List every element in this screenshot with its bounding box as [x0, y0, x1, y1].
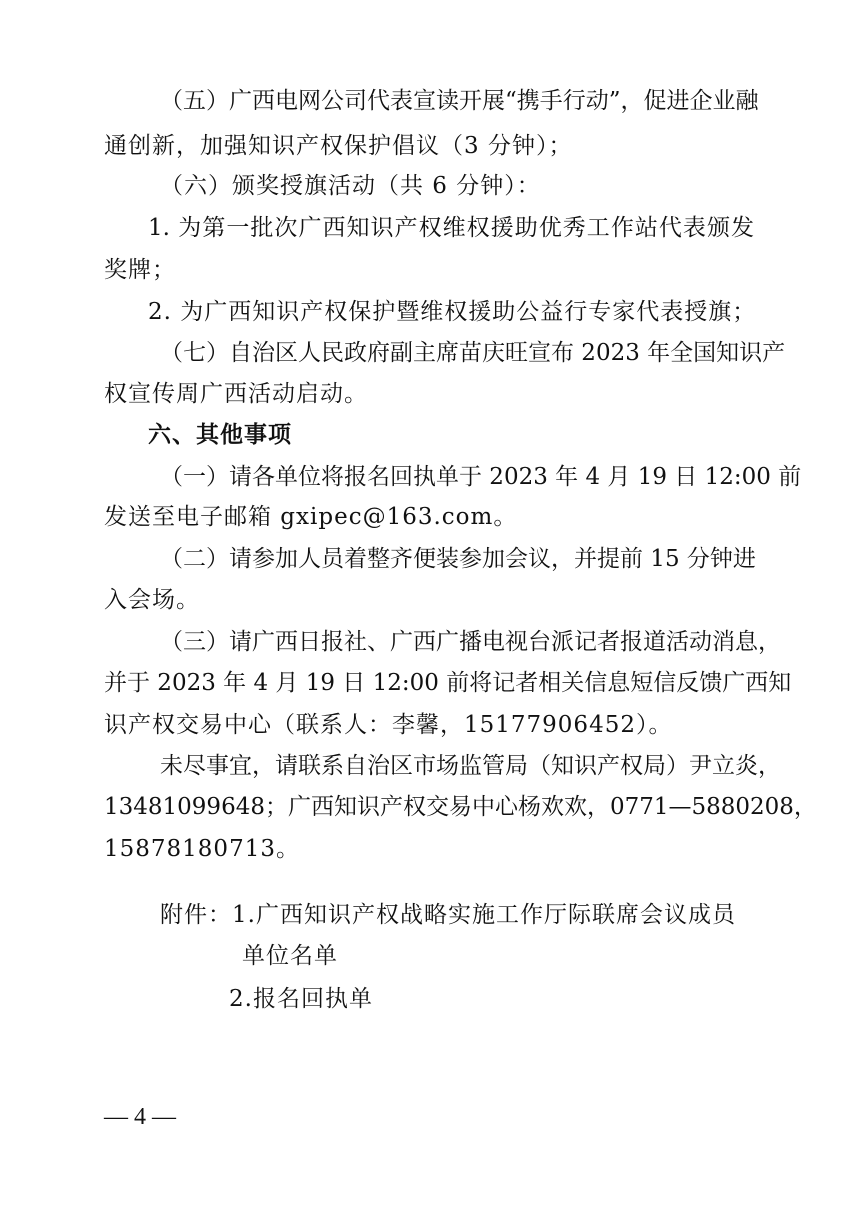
contact-line-1: 未尽事宜，请联系自治区市场监管局（知识产权局）尹立炎，: [160, 753, 781, 779]
paragraph-7-line-1: （七）自治区人民政府副主席苗庆旺宣布 2023 年全国知识产: [160, 340, 786, 366]
page-number: — 4 —: [104, 1104, 176, 1130]
attachment-line-2: 单位名单: [242, 943, 338, 969]
paragraph-5-line-1: （五）广西电网公司代表宣读开展“携手行动”，促进企业融: [160, 88, 759, 114]
paragraph-6-2: 2. 为广西知识产权保护暨维权援助公益行专家代表授旗；: [148, 299, 757, 325]
attachment-line-3: 2.报名回执单: [229, 986, 373, 1012]
item-2-line-1: （二）请参加人员着整齐便装参加会议，并提前 15 分钟进: [160, 546, 756, 572]
item-1-line-1: （一）请各单位将报名回执单于 2023 年 4 月 19 日 12:00 前: [160, 464, 802, 490]
item-1-line-2: 发送至电子邮箱 gxipec@163.com。: [104, 504, 518, 530]
contact-line-2: 13481099648；广西知识产权交易中心杨欢欢，0771—5880208，: [104, 794, 817, 820]
paragraph-6: （六）颁奖授旗活动（共 6 分钟）：: [160, 173, 541, 199]
item-3-line-3: 识产权交易中心（联系人：李馨，15177906452）。: [104, 712, 673, 738]
section-heading-6: 六、其他事项: [148, 421, 292, 448]
contact-line-3: 15878180713。: [104, 836, 300, 862]
item-2-line-2: 入会场。: [104, 587, 200, 613]
item-3-line-2: 并于 2023 年 4 月 19 日 12:00 前将记者相关信息短信反馈广西知: [104, 670, 792, 696]
attachment-line-1: 附件：1.广西知识产权战略实施工作厅际联席会议成员: [160, 902, 736, 928]
paragraph-7-line-2: 权宣传周广西活动启动。: [104, 381, 368, 407]
paragraph-6-1-line-2: 奖牌；: [104, 257, 176, 283]
item-3-line-1: （三）请广西日报社、广西广播电视台派记者报道活动消息，: [160, 629, 781, 655]
paragraph-6-1-line-1: 1. 为第一批次广西知识产权维权援助优秀工作站代表颁发: [148, 215, 754, 241]
paragraph-5-line-2: 通创新，加强知识产权保护倡议（3 分钟）；: [104, 133, 573, 159]
